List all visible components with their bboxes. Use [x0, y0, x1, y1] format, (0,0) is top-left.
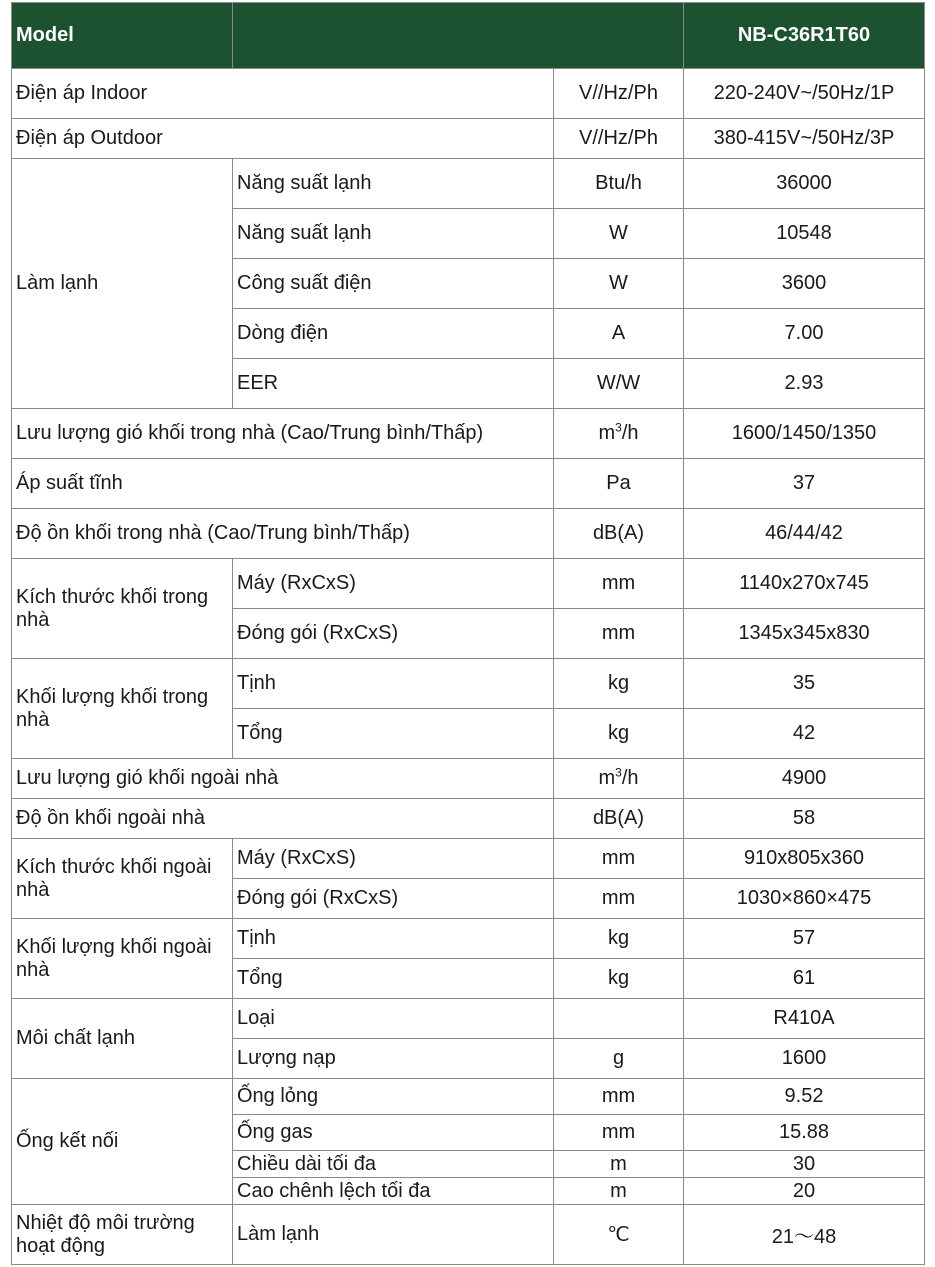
table-row: [12, 759, 925, 799]
row-unit: W: [554, 259, 684, 309]
table-row: [12, 1079, 925, 1115]
row-value: 37: [684, 459, 925, 509]
row-unit: W: [554, 209, 684, 259]
unit-superscript: 3: [615, 420, 622, 435]
sub-label: Đóng gói (RxCxS): [233, 609, 554, 659]
group-label: Kích thước khối ngoài nhà: [12, 839, 233, 919]
row-value: 380-415V~/50Hz/3P: [684, 119, 925, 159]
sub-label: Tổng: [233, 959, 554, 999]
row-unit: Btu/h: [554, 159, 684, 209]
row-unit: g: [554, 1039, 684, 1079]
unit-tail: /h: [621, 422, 639, 444]
table-row: [12, 799, 925, 839]
header-row: [12, 3, 925, 69]
sub-label: Cao chênh lệch tối đa: [233, 1178, 554, 1205]
row-label: Lưu lượng gió khối ngoài nhà: [12, 759, 554, 799]
row-unit: ℃: [554, 1205, 684, 1265]
row-unit: mm: [554, 559, 684, 609]
row-value: 57: [684, 919, 925, 959]
sub-label: Loại: [233, 999, 554, 1039]
sub-label: Máy (RxCxS): [233, 839, 554, 879]
sub-label: Làm lạnh: [233, 1205, 554, 1265]
sub-label: Tịnh: [233, 659, 554, 709]
sub-label: Ống gas: [233, 1115, 554, 1151]
row-value: 2.93: [684, 359, 925, 409]
row-label: Lưu lượng gió khối trong nhà (Cao/Trung bình/Thấp): [12, 409, 554, 459]
row-value: 7.00: [684, 309, 925, 359]
sub-label: Ống lỏng: [233, 1079, 554, 1115]
sub-label: Công suất điện: [233, 259, 554, 309]
group-label: Khối lượng khối ngoài nhà: [12, 919, 233, 999]
table-row: [12, 119, 925, 159]
model-value: NB-C36R1T60: [684, 3, 925, 69]
group-label: Khối lượng khối trong nhà: [12, 659, 233, 759]
row-value: 36000: [684, 159, 925, 209]
row-value: 9.52: [684, 1079, 925, 1115]
row-label: Độ ồn khối ngoài nhà: [12, 799, 554, 839]
row-unit: dB(A): [554, 799, 684, 839]
row-unit: kg: [554, 919, 684, 959]
sub-label: Đóng gói (RxCxS): [233, 879, 554, 919]
row-unit: mm: [554, 1115, 684, 1151]
row-unit: kg: [554, 709, 684, 759]
table-row: [12, 159, 925, 209]
table-row: [12, 459, 925, 509]
row-unit: Pa: [554, 459, 684, 509]
sub-label: Dòng điện: [233, 309, 554, 359]
unit-base: m: [598, 767, 616, 789]
row-value: 1030×860×475: [684, 879, 925, 919]
table-row: [12, 919, 925, 959]
table-row: [12, 999, 925, 1039]
row-unit: mm: [554, 609, 684, 659]
row-value: 1600: [684, 1039, 925, 1079]
row-value: R410A: [684, 999, 925, 1039]
group-label: Kích thước khối trong nhà: [12, 559, 233, 659]
group-label: Môi chất lạnh: [12, 999, 233, 1079]
table-row: [12, 659, 925, 709]
group-label: Làm lạnh: [12, 159, 233, 409]
unit-superscript: 3: [615, 765, 622, 780]
row-unit: [554, 999, 684, 1039]
row-label: Áp suất tĩnh: [12, 459, 554, 509]
row-value: 30: [684, 1151, 925, 1178]
sub-label: EER: [233, 359, 554, 409]
row-unit: [554, 759, 684, 799]
row-unit: A: [554, 309, 684, 359]
header-spacer: [233, 3, 684, 69]
table-row: [12, 559, 925, 609]
row-unit: V//Hz/Ph: [554, 119, 684, 159]
row-value: 3600: [684, 259, 925, 309]
row-value: 4900: [684, 759, 925, 799]
row-unit: mm: [554, 839, 684, 879]
row-unit: [554, 409, 684, 459]
model-label: Model: [12, 3, 233, 69]
row-unit: V//Hz/Ph: [554, 69, 684, 119]
row-unit: mm: [554, 879, 684, 919]
row-value: 20: [684, 1178, 925, 1205]
sub-label: Tổng: [233, 709, 554, 759]
row-value: 42: [684, 709, 925, 759]
sub-label: Tịnh: [233, 919, 554, 959]
table-row: [12, 839, 925, 879]
row-unit: m: [554, 1151, 684, 1178]
sub-label: Lượng nạp: [233, 1039, 554, 1079]
sub-label: Năng suất lạnh: [233, 209, 554, 259]
row-value: 1600/1450/1350: [684, 409, 925, 459]
row-unit: dB(A): [554, 509, 684, 559]
row-label: Điện áp Indoor: [12, 69, 554, 119]
row-value: 35: [684, 659, 925, 709]
row-unit: mm: [554, 1079, 684, 1115]
table-row: [12, 409, 925, 459]
row-value: 61: [684, 959, 925, 999]
row-unit: W/W: [554, 359, 684, 409]
row-unit: kg: [554, 959, 684, 999]
row-value: 46/44/42: [684, 509, 925, 559]
table-row: [12, 1205, 925, 1265]
sub-label: Năng suất lạnh: [233, 159, 554, 209]
table-row: [12, 69, 925, 119]
sub-label: Máy (RxCxS): [233, 559, 554, 609]
row-value: 58: [684, 799, 925, 839]
table-row: [12, 509, 925, 559]
spec-table: [11, 2, 925, 1265]
group-label: Ống kết nối: [12, 1079, 233, 1205]
row-value: 21～48: [684, 1205, 925, 1265]
row-value: 1345x345x830: [684, 609, 925, 659]
row-value: 10548: [684, 209, 925, 259]
row-label: Độ ồn khối trong nhà (Cao/Trung bình/Thấp): [12, 509, 554, 559]
row-value: 15.88: [684, 1115, 925, 1151]
group-label: Nhiệt độ môi trường hoạt động: [12, 1205, 233, 1265]
sub-label: Chiều dài tối đa: [233, 1151, 554, 1178]
row-label: Điện áp Outdoor: [12, 119, 554, 159]
row-value: 1140x270x745: [684, 559, 925, 609]
row-value: 220-240V~/50Hz/1P: [684, 69, 925, 119]
row-unit: kg: [554, 659, 684, 709]
unit-base: m: [598, 422, 616, 444]
row-unit: m: [554, 1178, 684, 1205]
unit-tail: /h: [621, 767, 639, 789]
row-value: 910x805x360: [684, 839, 925, 879]
